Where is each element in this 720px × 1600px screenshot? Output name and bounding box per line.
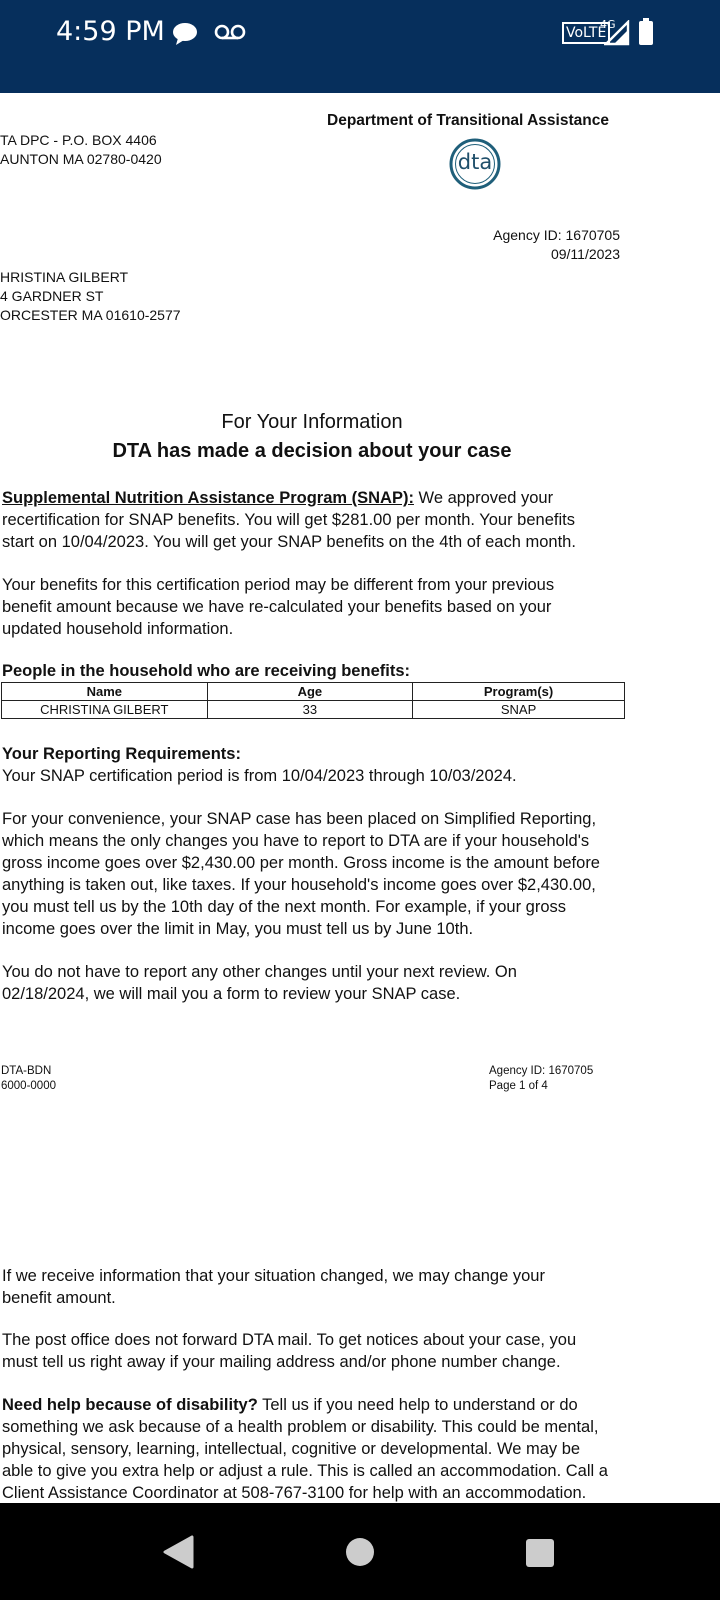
footer-form-code: DTA-BDN <box>1 1065 52 1077</box>
snap-line2: recertification for SNAP benefits. You will get $281.00 per month. Your benefits <box>2 511 575 529</box>
simplified-line4: anything is taken out, like taxes. If your household's income goes over $2,430.00, <box>2 876 596 894</box>
p2-disability-paragraph <box>2 1394 578 1416</box>
cell-age: 33 <box>207 701 413 719</box>
household-table <box>1 682 625 719</box>
people-heading: People in the household who are receiving benefits: <box>2 662 410 680</box>
sender-address-line1: TA DPC - P.O. BOX 4406 <box>0 132 157 148</box>
snap-heading: Supplemental Nutrition Assistance Program (SNAP): <box>2 489 414 507</box>
p2-disability-line5: Client Assistance Coordinator at 508-767-3100 for help with an accommodation. <box>2 1484 587 1502</box>
benefit-line2: benefit amount because we have re-calculated your benefits based on your <box>2 598 552 616</box>
recipient-street: 4 GARDNER ST <box>0 288 104 304</box>
fyi-title: For Your Information <box>221 411 403 433</box>
reporting-line1: Your SNAP certification period is from 10/04/2023 through 10/03/2024. <box>2 767 517 785</box>
col-header-programs: Program(s) <box>413 683 625 701</box>
agency-id-top: Agency ID: 1670705 <box>493 227 620 243</box>
recipient-city: ORCESTER MA 01610-2577 <box>0 307 181 323</box>
table-header-row <box>2 683 625 701</box>
simplified-line3: gross income goes over $2,430.00 per month. Gross income is the amount before <box>2 854 600 872</box>
p2-disability-line4: able to give you extra help or adjust a rule. This is called an accommodation. Call a <box>2 1462 608 1480</box>
p2-change-line2: benefit amount. <box>2 1289 116 1307</box>
p2-change-line1: If we receive information that your situation changed, we may change your <box>2 1267 545 1285</box>
p2-post-line2: must tell us right away if your mailing address and/or phone number change. <box>2 1353 561 1371</box>
simplified-line5: you must tell us by the 10th day of the next month. For example, if your gross <box>2 898 567 916</box>
home-icon[interactable] <box>345 1537 375 1567</box>
p2-disability-line1: Tell us if you need help to understand or do <box>262 1396 578 1414</box>
snap-paragraph <box>2 487 553 509</box>
cell-programs: SNAP <box>413 701 625 719</box>
signal-icon <box>604 20 630 46</box>
simplified-line6: income goes over the limit in May, you must tell us by June 10th. <box>2 920 474 938</box>
footer-page-number: Page 1 of 4 <box>489 1080 548 1092</box>
back-icon[interactable] <box>162 1535 194 1569</box>
letter-date: 09/11/2023 <box>550 246 620 262</box>
decision-headline: DTA has made a decision about your case <box>112 440 512 462</box>
benefit-line1: Your benefits for this certification period may be different from your previous <box>2 576 555 594</box>
footer-form-number: 6000-0000 <box>1 1080 56 1092</box>
reporting-heading: Your Reporting Requirements: <box>2 745 241 763</box>
simplified-line2: which means the only changes you have to report to DTA are if your household's <box>2 832 590 850</box>
net-type-label: 4G <box>600 18 616 31</box>
col-header-age: Age <box>207 683 413 701</box>
logo-text: dta <box>457 150 493 174</box>
review-line1: You do not have to report any other changes until your next review. On <box>2 963 517 981</box>
footer-agency-id: Agency ID: 1670705 <box>489 1065 594 1077</box>
sender-address-line2: AUNTON MA 02780-0420 <box>0 151 162 167</box>
navigation-bar <box>0 1503 720 1600</box>
snap-line3: start on 10/04/2023. You will get your SNAP benefits on the 4th of each month. <box>2 533 576 551</box>
benefit-line3: updated household information. <box>2 620 234 638</box>
status-time: 4:59 PM <box>56 16 165 47</box>
col-header-name: Name <box>2 683 208 701</box>
letter-document[interactable] <box>0 93 720 1503</box>
dta-logo <box>448 137 498 187</box>
snap-line1: We approved your <box>418 489 554 507</box>
voicemail-icon <box>214 24 246 40</box>
recents-icon[interactable] <box>525 1538 555 1568</box>
cell-name: CHRISTINA GILBERT <box>2 701 208 719</box>
volte-badge: VoLTE <box>562 22 610 44</box>
p2-disability-heading: Need help because of disability? <box>2 1396 258 1414</box>
table-row <box>2 701 625 719</box>
battery-icon <box>638 18 654 46</box>
p2-disability-line2: something we ask because of a health problem or disability. This could be mental, <box>2 1418 599 1436</box>
chat-bubble-icon <box>172 22 198 46</box>
agency-name: Department of Transitional Assistance <box>327 112 609 129</box>
recipient-name: HRISTINA GILBERT <box>0 269 129 285</box>
simplified-line1: For your convenience, your SNAP case has been placed on Simplified Reporting, <box>2 810 597 828</box>
status-bar <box>0 0 720 93</box>
p2-disability-line3: physical, sensory, learning, intellectual, cognitive or developmental. We may be <box>2 1440 581 1458</box>
p2-post-line1: The post office does not forward DTA mail. To get notices about your case, you <box>2 1331 577 1349</box>
review-line2: 02/18/2024, we will mail you a form to review your SNAP case. <box>2 985 461 1003</box>
